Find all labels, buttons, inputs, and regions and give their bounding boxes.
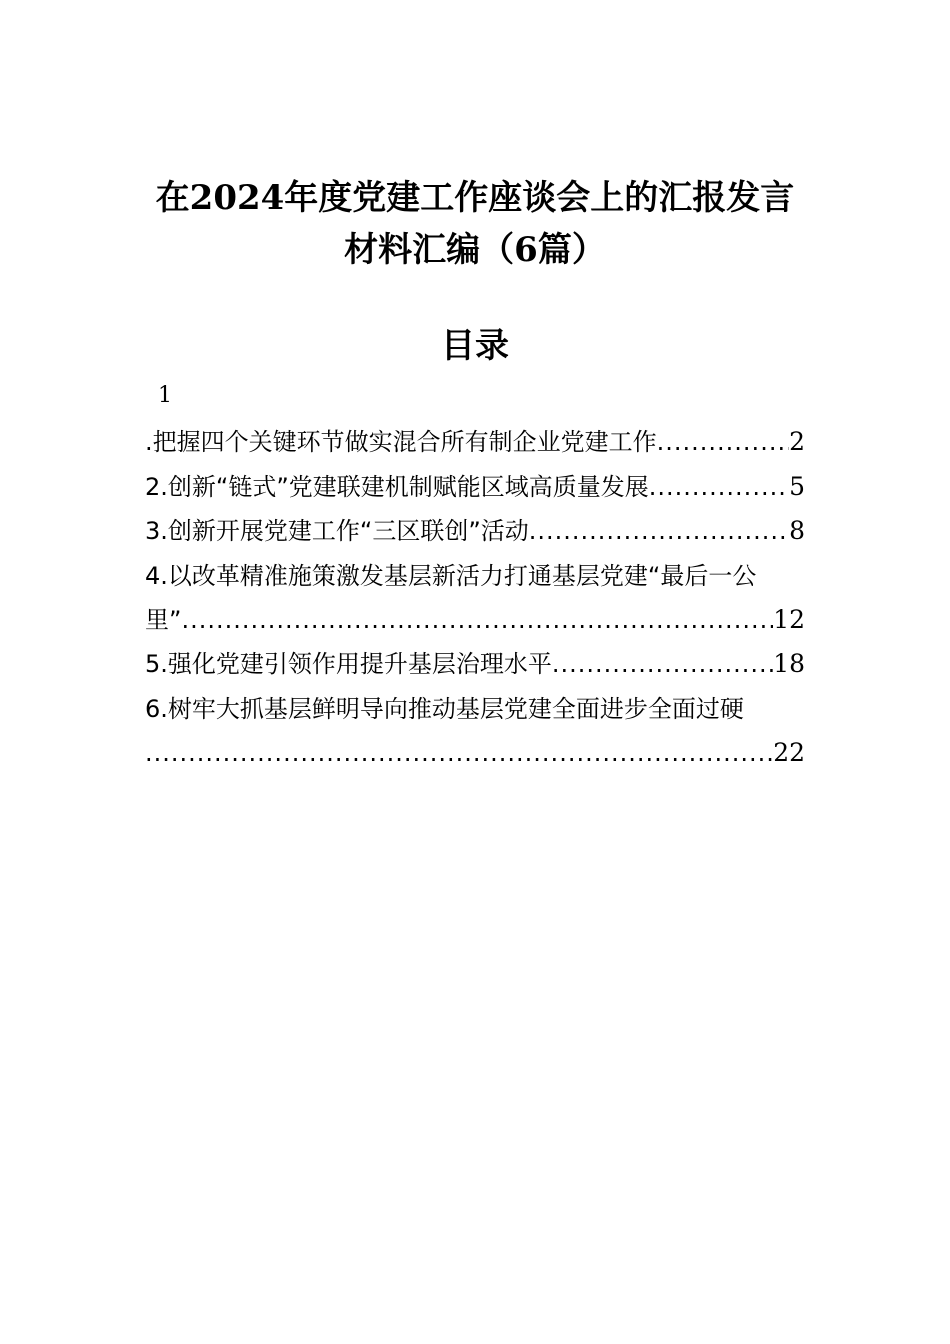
toc-entry-title: 3.创新开展党建工作“三区联创”活动 bbox=[145, 517, 529, 545]
toc-stray-number: 1 bbox=[158, 383, 172, 408]
toc-entry-4-line1[interactable] bbox=[145, 554, 805, 598]
toc-page-number: 12 bbox=[773, 605, 805, 634]
toc-leader-dots bbox=[529, 509, 789, 553]
toc-leader-dots bbox=[657, 420, 789, 464]
toc-entry-1[interactable] bbox=[145, 420, 805, 464]
toc-leader-dots bbox=[552, 642, 773, 686]
document-title-line2: 材料汇编（6篇） bbox=[344, 230, 606, 270]
toc-entry-5[interactable] bbox=[145, 642, 805, 686]
toc-entry-title: 2.创新“链式”党建联建机制赋能区域高质量发展 bbox=[145, 473, 649, 501]
toc-entry-6-line2[interactable] bbox=[145, 731, 805, 775]
toc-entry-6-line1[interactable] bbox=[145, 687, 805, 731]
toc-entry-title: .把握四个关键环节做实混合所有制企业党建工作 bbox=[145, 428, 657, 456]
toc-heading: 目录 bbox=[441, 326, 509, 366]
toc-page-number: 18 bbox=[773, 649, 805, 678]
toc-entry-title: 4.以改革精准施策激发基层新活力打通基层党建“最后一公 bbox=[145, 562, 757, 590]
document-title-line1: 在2024年度党建工作座谈会上的汇报发言 bbox=[155, 178, 795, 218]
toc-entry-4-line2[interactable] bbox=[145, 598, 805, 642]
toc-page-number: 8 bbox=[789, 516, 805, 545]
toc-leader-dots bbox=[181, 598, 773, 642]
toc-leader-dots bbox=[649, 465, 789, 509]
toc-entry-title: 6.树牢大抓基层鲜明导向推动基层党建全面进步全面过硬 bbox=[145, 695, 744, 723]
toc-page-number: 2 bbox=[789, 427, 805, 456]
toc-entry-title: 5.强化党建引领作用提升基层治理水平 bbox=[145, 650, 552, 678]
toc-page-number: 22 bbox=[773, 738, 805, 767]
toc-leader-dots bbox=[145, 731, 773, 775]
toc-entry-2[interactable] bbox=[145, 465, 805, 509]
toc-entry-title-continued: 里” bbox=[145, 606, 182, 634]
toc-entry-3[interactable] bbox=[145, 509, 805, 553]
toc-page-number: 5 bbox=[789, 472, 805, 501]
